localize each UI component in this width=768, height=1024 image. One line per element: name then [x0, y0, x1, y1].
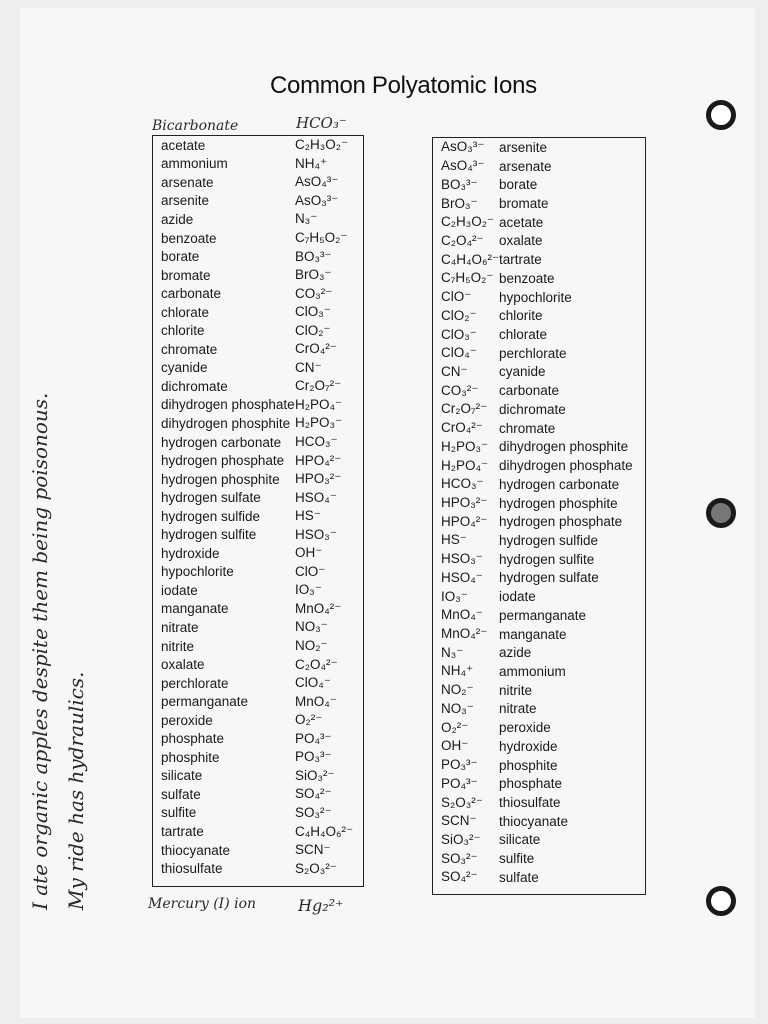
ion-formula: CrO₄²⁻ — [295, 341, 337, 357]
ion-formula: ClO⁻ — [441, 289, 472, 305]
ion-name: thiocyanate — [161, 842, 231, 858]
table-row — [433, 587, 645, 606]
ion-formula: BrO₃⁻ — [295, 267, 332, 283]
table-row — [433, 681, 645, 700]
table-row — [153, 804, 363, 823]
ion-name: dihydrogen phosphite — [161, 415, 291, 431]
table-row — [153, 303, 363, 322]
table-row — [433, 718, 645, 737]
ion-formula: PO₃³⁻ — [441, 757, 478, 773]
table-row — [153, 711, 363, 730]
ion-formula: C₂O₄²⁻ — [295, 656, 338, 672]
table-row — [433, 475, 645, 494]
table-row — [433, 213, 645, 232]
ion-formula: N₃⁻ — [295, 211, 318, 227]
ion-name: chromate — [161, 341, 218, 357]
ion-name: nitrate — [161, 619, 199, 635]
handwritten-note-top-name: Bicarbonate — [152, 118, 239, 134]
ion-formula: NO₂⁻ — [441, 682, 474, 698]
table-row — [433, 400, 645, 419]
table-row — [433, 531, 645, 550]
table-row — [153, 730, 363, 749]
ion-name: perchlorate — [499, 345, 567, 361]
ion-formula: SO₃²⁻ — [441, 850, 478, 866]
table-row — [433, 194, 645, 213]
ion-name: acetate — [161, 137, 206, 153]
ion-name: hydroxide — [161, 545, 220, 561]
ion-formula: O₂²⁻ — [441, 719, 469, 735]
ion-name: hydrogen phosphite — [499, 495, 618, 511]
table-row — [433, 643, 645, 662]
ion-formula: HPO₄²⁻ — [295, 452, 342, 468]
handwritten-note-top-formula: HCO₃⁻ — [296, 114, 347, 132]
name-to-formula-table — [152, 135, 364, 887]
ion-formula: O₂²⁻ — [295, 712, 323, 728]
table-row — [153, 767, 363, 786]
ion-name: sulfate — [499, 869, 539, 885]
ion-formula: C₇H₅O₂⁻ — [295, 230, 348, 245]
table-row — [153, 433, 363, 452]
margin-note-line-1: I ate organic apples despite them being poisonous. — [28, 392, 52, 910]
ion-name: acetate — [499, 214, 544, 230]
table-row — [433, 344, 645, 363]
ion-formula: ClO₄⁻ — [295, 675, 331, 691]
ion-name: sulfite — [499, 851, 535, 867]
ion-formula: SCN⁻ — [295, 842, 331, 858]
table-row — [153, 266, 363, 285]
ion-formula: NH₄⁺ — [295, 155, 328, 171]
ion-name: silicate — [161, 768, 203, 784]
table-row — [433, 868, 645, 887]
ion-formula: ClO₄⁻ — [441, 345, 477, 361]
table-row — [153, 210, 363, 229]
table-row — [433, 438, 645, 457]
table-row — [153, 155, 363, 174]
ion-formula: S₂O₃²⁻ — [295, 860, 337, 876]
ion-name: chromate — [499, 420, 556, 436]
ion-formula: C₂H₃O₂⁻ — [295, 137, 349, 153]
table-row — [433, 306, 645, 325]
ion-formula: BO₃³⁻ — [441, 176, 478, 192]
ion-formula: H₂PO₄⁻ — [295, 396, 343, 412]
ion-name: phosphite — [499, 757, 558, 773]
ion-name: dichromate — [161, 378, 228, 394]
ion-name: permanganate — [161, 694, 249, 710]
ion-formula: SiO₃²⁻ — [441, 831, 481, 847]
ion-name: chlorite — [161, 323, 205, 339]
ion-formula: NH₄⁺ — [441, 663, 474, 679]
table-row — [153, 674, 363, 693]
ion-name: nitrite — [499, 682, 533, 698]
table-row — [153, 544, 363, 563]
ion-name: peroxide — [499, 720, 551, 736]
ion-formula: H₂PO₃⁻ — [441, 438, 489, 454]
table-row — [153, 600, 363, 619]
ion-name: sulfite — [161, 805, 197, 821]
ion-name: arsenate — [499, 158, 552, 174]
ion-name: dihydrogen phosphite — [499, 439, 629, 455]
table-row — [153, 618, 363, 637]
ion-formula: CO₃²⁻ — [441, 382, 479, 398]
ion-formula: H₂PO₄⁻ — [441, 457, 489, 473]
ion-formula: PO₃³⁻ — [295, 749, 332, 765]
handwritten-note-bottom-name: Mercury (I) ion — [148, 896, 257, 912]
table-row — [433, 456, 645, 475]
table-row — [153, 284, 363, 303]
ion-name: hydrogen carbonate — [161, 434, 282, 450]
ion-formula: AsO₃³⁻ — [295, 192, 339, 208]
page-title: Common Polyatomic Ions — [270, 72, 537, 99]
ion-name: iodate — [499, 589, 536, 605]
ion-formula: CN⁻ — [295, 359, 322, 375]
ion-formula: BO₃³⁻ — [295, 248, 332, 264]
ion-name: hydrogen sulfide — [161, 508, 261, 524]
table-row — [153, 451, 363, 470]
ion-name: thiocyanate — [499, 813, 569, 829]
ion-formula: AsO₃³⁻ — [441, 139, 485, 155]
ion-name: thiosulfate — [161, 861, 223, 877]
ion-formula: ClO₃⁻ — [295, 304, 331, 320]
table-row — [433, 363, 645, 382]
ion-formula: SCN⁻ — [441, 813, 477, 829]
ion-formula: HCO₃⁻ — [295, 434, 338, 450]
table-row — [153, 785, 363, 804]
ion-name: ammonium — [499, 663, 566, 679]
ion-formula: SO₃²⁻ — [295, 804, 332, 820]
table-row — [433, 737, 645, 756]
margin-note-line-2: My ride has hydraulics. — [64, 671, 88, 910]
table-row — [433, 325, 645, 344]
table-row — [433, 419, 645, 438]
table-row — [153, 321, 363, 340]
ion-name: peroxide — [161, 712, 213, 728]
ion-name: bromate — [499, 196, 549, 212]
table-row — [433, 831, 645, 850]
table-row — [153, 340, 363, 359]
handwritten-margin-note — [22, 350, 94, 910]
ion-formula: CrO₄²⁻ — [441, 420, 483, 436]
table-row — [153, 841, 363, 860]
ion-name: hydrogen sulfite — [499, 551, 595, 567]
table-row — [433, 662, 645, 681]
ion-name: nitrite — [161, 638, 195, 654]
table-row — [153, 359, 363, 378]
ion-name: phosphite — [161, 749, 220, 765]
ion-name: arsenite — [161, 193, 210, 209]
ion-formula: MnO₄⁻ — [295, 693, 337, 709]
table-row — [433, 756, 645, 775]
table-row — [433, 157, 645, 176]
ion-formula: HPO₃²⁻ — [295, 471, 342, 487]
ion-name: dichromate — [499, 401, 566, 417]
ion-name: phosphate — [161, 731, 225, 747]
ion-formula: PO₄³⁻ — [441, 775, 478, 791]
ion-formula: MnO₄²⁻ — [441, 626, 488, 642]
ion-name: dihydrogen phosphate — [499, 458, 633, 474]
ion-name: hydrogen sulfite — [161, 527, 257, 543]
table-row — [433, 569, 645, 588]
ion-formula: MnO₄⁻ — [441, 607, 483, 623]
table-row — [153, 396, 363, 415]
ion-name: permanganate — [499, 607, 587, 623]
ion-name: carbonate — [161, 286, 222, 302]
ion-name: benzoate — [161, 230, 217, 246]
handwritten-note-bottom-formula: Hg₂²⁺ — [298, 896, 344, 915]
ion-formula: C₇H₅O₂⁻ — [441, 270, 494, 286]
ion-formula: ClO⁻ — [295, 563, 326, 579]
ion-name: manganate — [161, 601, 229, 617]
ion-formula: S₂O₃²⁻ — [441, 794, 483, 810]
table-row — [153, 470, 363, 489]
ion-name: sulfate — [161, 786, 201, 802]
table-row — [433, 606, 645, 625]
ion-name: bromate — [161, 267, 211, 283]
ion-formula: HCO₃⁻ — [441, 476, 484, 492]
table-row — [153, 563, 363, 582]
ion-name: hydrogen sulfate — [499, 570, 599, 586]
table-row — [153, 136, 363, 155]
ion-name: chlorite — [499, 308, 543, 324]
ion-formula: NO₃⁻ — [441, 700, 474, 716]
ion-formula: CO₃²⁻ — [295, 285, 333, 301]
ion-formula: C₄H₄O₆²⁻ — [441, 251, 500, 267]
ion-name: nitrate — [499, 701, 537, 717]
ion-name: hydrogen sulfate — [161, 490, 261, 506]
ion-formula: SO₄²⁻ — [295, 786, 332, 802]
table-row — [153, 637, 363, 656]
ion-formula: C₄H₄O₆²⁻ — [295, 823, 354, 839]
binder-hole-top — [706, 100, 736, 130]
ion-formula: ClO₃⁻ — [441, 326, 477, 342]
table-row — [153, 748, 363, 767]
table-row — [433, 269, 645, 288]
table-row — [153, 192, 363, 211]
ion-formula: HS⁻ — [295, 508, 321, 524]
ion-name: cyanide — [499, 364, 546, 380]
table-row — [153, 581, 363, 600]
ion-name: phosphate — [499, 776, 563, 792]
table-row — [433, 175, 645, 194]
table-row — [433, 625, 645, 644]
table-row — [153, 414, 363, 433]
ion-name: hydrogen phosphate — [161, 453, 285, 469]
ion-formula: ClO₂⁻ — [441, 307, 477, 323]
ion-name: ammonium — [161, 156, 228, 172]
ion-formula: Cr₂O₇²⁻ — [441, 401, 488, 417]
ion-name: hypochlorite — [499, 289, 572, 305]
table-row — [153, 377, 363, 396]
table-row — [433, 550, 645, 569]
binder-hole-bottom — [706, 886, 736, 916]
table-row — [153, 822, 363, 841]
ion-formula: HSO₃⁻ — [295, 526, 337, 542]
ion-name: perchlorate — [161, 675, 229, 691]
table-row — [433, 700, 645, 719]
ion-name: chlorate — [499, 327, 548, 343]
ion-formula: ClO₂⁻ — [295, 322, 331, 338]
ion-name: oxalate — [161, 657, 205, 673]
ion-formula: BrO₃⁻ — [441, 195, 478, 211]
ion-name: chlorate — [161, 304, 210, 320]
table-row — [433, 138, 645, 157]
table-row — [433, 250, 645, 269]
ion-formula: Cr₂O₇²⁻ — [295, 378, 342, 394]
ion-formula: HSO₄⁻ — [295, 489, 337, 505]
ion-formula: HPO₄²⁻ — [441, 513, 488, 529]
ion-name: manganate — [499, 626, 567, 642]
table-row — [153, 859, 363, 878]
ion-name: hydrogen sulfide — [499, 532, 599, 548]
ion-formula: SO₄²⁻ — [441, 869, 478, 885]
ion-formula: CN⁻ — [441, 363, 468, 379]
ion-formula: HPO₃²⁻ — [441, 495, 488, 511]
ion-name: hydrogen phosphate — [499, 514, 623, 530]
ion-formula: OH⁻ — [441, 738, 469, 754]
ion-formula: OH⁻ — [295, 545, 323, 561]
ion-name: hydrogen phosphite — [161, 471, 280, 487]
ion-name: tartrate — [161, 824, 204, 839]
ion-name: benzoate — [499, 270, 555, 286]
table-row — [153, 229, 363, 248]
table-row — [433, 512, 645, 531]
table-row — [433, 774, 645, 793]
table-row — [433, 381, 645, 400]
table-row — [153, 507, 363, 526]
ion-name: borate — [161, 249, 200, 265]
ion-name: oxalate — [499, 233, 543, 249]
table-row — [153, 692, 363, 711]
ion-formula: N₃⁻ — [441, 644, 464, 660]
ion-formula: HSO₄⁻ — [441, 569, 483, 585]
ion-name: azide — [161, 211, 194, 227]
ion-name: iodate — [161, 582, 198, 598]
ion-name: hypochlorite — [161, 564, 234, 580]
ion-formula: PO₄³⁻ — [295, 730, 332, 746]
ion-formula: IO₃⁻ — [441, 588, 468, 604]
ion-formula: SiO₃²⁻ — [295, 767, 335, 783]
ion-formula: NO₃⁻ — [295, 619, 328, 635]
ion-name: tartrate — [499, 252, 542, 268]
table-row — [433, 793, 645, 812]
binder-hole-middle — [706, 498, 736, 528]
ion-formula: HS⁻ — [441, 532, 467, 548]
table-row — [153, 525, 363, 544]
ion-formula: C₂H₃O₂⁻ — [441, 214, 495, 230]
ion-formula: NO₂⁻ — [295, 638, 328, 654]
table-row — [433, 232, 645, 251]
ion-formula: C₂O₄²⁻ — [441, 232, 484, 248]
ion-name: hydrogen carbonate — [499, 476, 620, 492]
ion-name: dihydrogen phosphate — [161, 397, 295, 413]
ion-name: arsenite — [499, 139, 548, 155]
ion-name: carbonate — [499, 383, 560, 399]
ion-formula: IO₃⁻ — [295, 582, 322, 598]
table-row — [433, 288, 645, 307]
table-row — [433, 494, 645, 513]
ion-formula: AsO₄³⁻ — [441, 158, 485, 174]
ion-formula: HSO₃⁻ — [441, 551, 483, 567]
ion-formula: MnO₄²⁻ — [295, 600, 342, 616]
formula-to-name-table — [432, 137, 646, 895]
ion-name: cyanide — [161, 360, 208, 376]
ion-formula: H₂PO₃⁻ — [295, 415, 343, 431]
ion-name: silicate — [499, 832, 541, 848]
table-row — [153, 655, 363, 674]
ion-name: thiosulfate — [499, 795, 561, 811]
table-row — [433, 849, 645, 868]
table-row — [153, 247, 363, 266]
ion-name: borate — [499, 177, 538, 193]
ion-name: azide — [499, 645, 532, 661]
ion-formula: AsO₄³⁻ — [295, 174, 339, 190]
table-row — [153, 173, 363, 192]
ion-name: arsenate — [161, 174, 214, 190]
ion-name: hydroxide — [499, 738, 558, 754]
table-row — [153, 488, 363, 507]
table-row — [433, 812, 645, 831]
